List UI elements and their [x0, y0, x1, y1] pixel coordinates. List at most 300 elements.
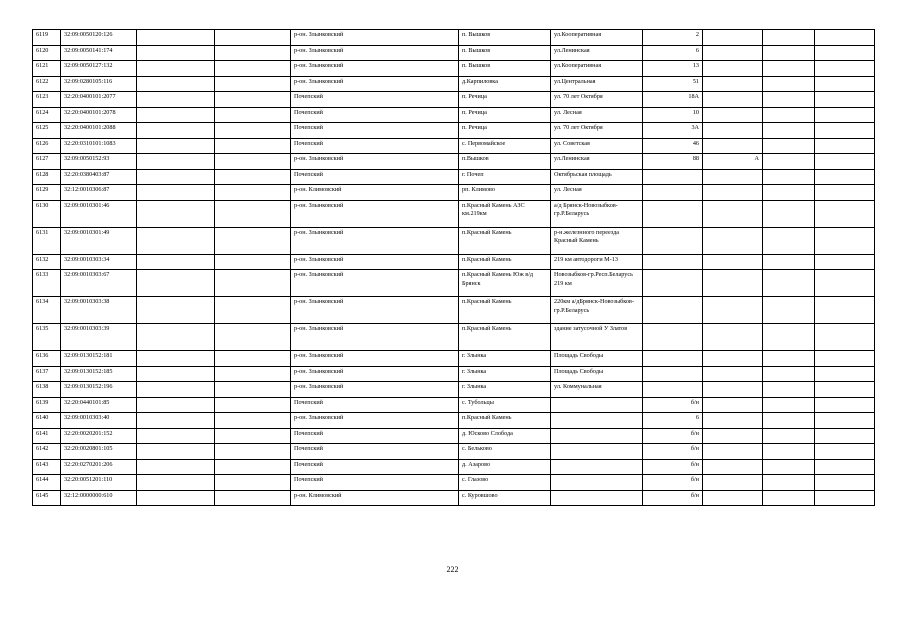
letter-cell — [703, 92, 763, 108]
cadastral-number-cell: 32:20:0400101:2078 — [61, 107, 137, 123]
street-cell: ул.Кооперативная — [551, 30, 643, 46]
empty-cell — [215, 351, 291, 367]
district-cell: р-он. Злынковский — [291, 297, 459, 324]
table-row — [33, 351, 875, 367]
empty-cell — [815, 459, 875, 475]
locality-cell: п.Красный Камень Юж в/д Брянск — [459, 270, 551, 297]
row-number-cell: 6143 — [33, 459, 61, 475]
table-row — [33, 169, 875, 185]
empty-cell — [137, 227, 215, 254]
locality-cell: г. Почеп — [459, 169, 551, 185]
cadastral-number-cell: 32:12:0000000:610 — [61, 490, 137, 506]
empty-cell — [763, 154, 815, 170]
street-cell: ул. Лесная — [551, 107, 643, 123]
empty-cell — [763, 459, 815, 475]
empty-cell — [137, 490, 215, 506]
table-row — [33, 185, 875, 201]
letter-cell — [703, 254, 763, 270]
empty-cell — [763, 123, 815, 139]
locality-cell: г. Злынка — [459, 382, 551, 398]
house-number-cell — [643, 227, 703, 254]
house-number-cell: б/н — [643, 490, 703, 506]
empty-cell — [215, 169, 291, 185]
cadastral-number-cell: 32:09:0130152:181 — [61, 351, 137, 367]
street-cell: 219 км автодороги М-13 — [551, 254, 643, 270]
empty-cell — [137, 254, 215, 270]
cadastral-number-cell: 32:09:0050127:132 — [61, 61, 137, 77]
street-cell: здание затусочной У Златов — [551, 324, 643, 351]
empty-cell — [815, 138, 875, 154]
table-body — [33, 30, 875, 506]
empty-cell — [215, 92, 291, 108]
letter-cell — [703, 185, 763, 201]
letter-cell — [703, 351, 763, 367]
empty-cell — [763, 413, 815, 429]
district-cell: р-он. Злынковский — [291, 227, 459, 254]
locality-cell: п.Красный Камень АЗС км.219км — [459, 200, 551, 227]
cadastral-number-cell: 32:09:0130152:185 — [61, 366, 137, 382]
empty-cell — [763, 490, 815, 506]
street-cell: Октябрьская площадь — [551, 169, 643, 185]
empty-cell — [763, 428, 815, 444]
empty-cell — [815, 254, 875, 270]
empty-cell — [215, 45, 291, 61]
table-row — [33, 227, 875, 254]
empty-cell — [815, 61, 875, 77]
empty-cell — [137, 45, 215, 61]
empty-cell — [215, 61, 291, 77]
row-number-cell: 6121 — [33, 61, 61, 77]
table-row — [33, 366, 875, 382]
cadastral-number-cell: 32:09:0010303:38 — [61, 297, 137, 324]
cadastral-number-cell: 32:20:0270201:206 — [61, 459, 137, 475]
row-number-cell: 6132 — [33, 254, 61, 270]
row-number-cell: 6125 — [33, 123, 61, 139]
street-cell: ул.Центральная — [551, 76, 643, 92]
street-cell: ул. Советская — [551, 138, 643, 154]
empty-cell — [137, 169, 215, 185]
empty-cell — [215, 297, 291, 324]
table-row — [33, 413, 875, 429]
cadastral-number-cell: 32:09:0130152:196 — [61, 382, 137, 398]
street-cell: Площадь Свободы — [551, 351, 643, 367]
empty-cell — [137, 382, 215, 398]
table-row — [33, 154, 875, 170]
empty-cell — [815, 92, 875, 108]
empty-cell — [763, 169, 815, 185]
district-cell: Почепский — [291, 138, 459, 154]
empty-cell — [815, 227, 875, 254]
empty-cell — [815, 366, 875, 382]
locality-cell: с. Первомайское — [459, 138, 551, 154]
letter-cell — [703, 169, 763, 185]
empty-cell — [137, 185, 215, 201]
district-cell: Почепский — [291, 428, 459, 444]
street-cell — [551, 475, 643, 491]
empty-cell — [215, 428, 291, 444]
district-cell: р-он. Злынковский — [291, 270, 459, 297]
table-row — [33, 61, 875, 77]
cadastral-number-cell: 32:09:0280105:116 — [61, 76, 137, 92]
table-row — [33, 459, 875, 475]
cadastral-number-cell: 32:09:0050152:93 — [61, 154, 137, 170]
empty-cell — [215, 185, 291, 201]
house-number-cell: б/н — [643, 444, 703, 460]
house-number-cell: 6 — [643, 413, 703, 429]
empty-cell — [215, 490, 291, 506]
locality-cell: д.Карпиловка — [459, 76, 551, 92]
empty-cell — [137, 200, 215, 227]
house-number-cell: б/н — [643, 475, 703, 491]
house-number-cell: б/н — [643, 428, 703, 444]
street-cell: ул.Ленинская — [551, 45, 643, 61]
house-number-cell — [643, 200, 703, 227]
empty-cell — [815, 475, 875, 491]
empty-cell — [815, 123, 875, 139]
empty-cell — [215, 270, 291, 297]
table-row — [33, 45, 875, 61]
letter-cell — [703, 45, 763, 61]
house-number-cell: 6 — [643, 45, 703, 61]
row-number-cell: 6133 — [33, 270, 61, 297]
empty-cell — [815, 169, 875, 185]
locality-cell: г. Злынка — [459, 351, 551, 367]
district-cell: р-он. Злынковский — [291, 324, 459, 351]
cadastral-number-cell: 32:20:0020201:152 — [61, 428, 137, 444]
empty-cell — [815, 382, 875, 398]
locality-cell: с. Куровшово — [459, 490, 551, 506]
street-cell: ул. Коммунальная — [551, 382, 643, 398]
cadastral-number-cell: 32:09:0010303:39 — [61, 324, 137, 351]
empty-cell — [137, 61, 215, 77]
cadastral-number-cell: 32:20:0400101:2088 — [61, 123, 137, 139]
table-row — [33, 107, 875, 123]
house-number-cell: 13 — [643, 61, 703, 77]
empty-cell — [215, 324, 291, 351]
row-number-cell: 6134 — [33, 297, 61, 324]
row-number-cell: 6122 — [33, 76, 61, 92]
street-cell: ул.Кооперативная — [551, 61, 643, 77]
cadastral-number-cell: 32:09:0010301:49 — [61, 227, 137, 254]
empty-cell — [137, 351, 215, 367]
cadastral-number-cell: 32:09:0050141:174 — [61, 45, 137, 61]
empty-cell — [137, 76, 215, 92]
table-row — [33, 270, 875, 297]
locality-cell: п. Вышков — [459, 30, 551, 46]
empty-cell — [815, 76, 875, 92]
empty-cell — [815, 185, 875, 201]
empty-cell — [137, 154, 215, 170]
letter-cell — [703, 413, 763, 429]
district-cell: р-он. Злынковский — [291, 351, 459, 367]
locality-cell: п.Красный Камень — [459, 254, 551, 270]
empty-cell — [763, 270, 815, 297]
locality-cell: рп. Климово — [459, 185, 551, 201]
empty-cell — [763, 297, 815, 324]
street-cell — [551, 459, 643, 475]
street-cell: Площадь Свободы — [551, 366, 643, 382]
district-cell: Почепский — [291, 169, 459, 185]
row-number-cell: 6141 — [33, 428, 61, 444]
house-number-cell — [643, 169, 703, 185]
letter-cell — [703, 123, 763, 139]
row-number-cell: 6126 — [33, 138, 61, 154]
row-number-cell: 6124 — [33, 107, 61, 123]
house-number-cell: 2 — [643, 30, 703, 46]
empty-cell — [215, 227, 291, 254]
empty-cell — [137, 413, 215, 429]
street-cell: а/д Брянск-Новозыбков-гр.Р.Беларусь — [551, 200, 643, 227]
locality-cell: п. Вышков — [459, 61, 551, 77]
row-number-cell: 6145 — [33, 490, 61, 506]
letter-cell — [703, 270, 763, 297]
table-row — [33, 428, 875, 444]
district-cell: Почепский — [291, 123, 459, 139]
table-row — [33, 297, 875, 324]
locality-cell: п. Вышков — [459, 45, 551, 61]
empty-cell — [137, 366, 215, 382]
house-number-cell: 88 — [643, 154, 703, 170]
house-number-cell: 10 — [643, 107, 703, 123]
empty-cell — [137, 324, 215, 351]
table-row — [33, 123, 875, 139]
empty-cell — [763, 200, 815, 227]
row-number-cell: 6123 — [33, 92, 61, 108]
locality-cell: с. Глазово — [459, 475, 551, 491]
cadastral-number-cell: 32:20:0380403:87 — [61, 169, 137, 185]
empty-cell — [137, 123, 215, 139]
locality-cell: п.Красный Камень — [459, 413, 551, 429]
street-cell — [551, 397, 643, 413]
letter-cell — [703, 397, 763, 413]
letter-cell — [703, 138, 763, 154]
empty-cell — [137, 270, 215, 297]
district-cell: р-он. Злынковский — [291, 30, 459, 46]
empty-cell — [763, 138, 815, 154]
table-row — [33, 397, 875, 413]
row-number-cell: 6139 — [33, 397, 61, 413]
empty-cell — [763, 382, 815, 398]
locality-cell: с. Бельково — [459, 444, 551, 460]
empty-cell — [137, 92, 215, 108]
empty-cell — [815, 397, 875, 413]
empty-cell — [215, 444, 291, 460]
letter-cell — [703, 459, 763, 475]
street-cell: 220км а/дБрянск-Новозыбков-гр.Р.Беларусь — [551, 297, 643, 324]
house-number-cell — [643, 297, 703, 324]
empty-cell — [215, 154, 291, 170]
district-cell: р-он. Злынковский — [291, 382, 459, 398]
letter-cell — [703, 107, 763, 123]
row-number-cell: 6136 — [33, 351, 61, 367]
district-cell: Почепский — [291, 107, 459, 123]
house-number-cell: 3А — [643, 123, 703, 139]
empty-cell — [763, 324, 815, 351]
house-number-cell — [643, 366, 703, 382]
letter-cell — [703, 200, 763, 227]
letter-cell — [703, 324, 763, 351]
row-number-cell: 6128 — [33, 169, 61, 185]
district-cell: р-он. Злынковский — [291, 366, 459, 382]
table-row — [33, 490, 875, 506]
district-cell: р-он. Злынковский — [291, 200, 459, 227]
street-cell: ул. 70 лет Октября — [551, 123, 643, 139]
table-row — [33, 254, 875, 270]
letter-cell: А — [703, 154, 763, 170]
empty-cell — [215, 382, 291, 398]
empty-cell — [815, 30, 875, 46]
empty-cell — [815, 45, 875, 61]
empty-cell — [763, 61, 815, 77]
row-number-cell: 6142 — [33, 444, 61, 460]
row-number-cell: 6140 — [33, 413, 61, 429]
table-row — [33, 76, 875, 92]
empty-cell — [763, 30, 815, 46]
empty-cell — [763, 227, 815, 254]
empty-cell — [763, 366, 815, 382]
letter-cell — [703, 61, 763, 77]
empty-cell — [215, 107, 291, 123]
house-number-cell — [643, 382, 703, 398]
letter-cell — [703, 382, 763, 398]
letter-cell — [703, 428, 763, 444]
empty-cell — [815, 413, 875, 429]
locality-cell: с. Тубольцы — [459, 397, 551, 413]
street-cell — [551, 428, 643, 444]
empty-cell — [137, 444, 215, 460]
empty-cell — [815, 490, 875, 506]
empty-cell — [215, 254, 291, 270]
district-cell: Почепский — [291, 92, 459, 108]
empty-cell — [763, 107, 815, 123]
street-cell: ул. Лесная — [551, 185, 643, 201]
cadastral-number-cell: 32:20:0310101:1083 — [61, 138, 137, 154]
table-row — [33, 92, 875, 108]
house-number-cell: б/н — [643, 459, 703, 475]
cadastral-number-cell: 32:09:0010303:34 — [61, 254, 137, 270]
empty-cell — [763, 92, 815, 108]
page-number: 222 — [446, 565, 459, 574]
district-cell: Почепский — [291, 475, 459, 491]
street-cell — [551, 490, 643, 506]
row-number-cell: 6120 — [33, 45, 61, 61]
table-row — [33, 444, 875, 460]
cadastral-number-cell: 32:20:0400101:2077 — [61, 92, 137, 108]
row-number-cell: 6119 — [33, 30, 61, 46]
empty-cell — [815, 270, 875, 297]
empty-cell — [215, 123, 291, 139]
locality-cell: г. Злынка — [459, 366, 551, 382]
cadastral-number-cell: 32:09:0010303:67 — [61, 270, 137, 297]
empty-cell — [137, 428, 215, 444]
empty-cell — [763, 45, 815, 61]
empty-cell — [763, 444, 815, 460]
district-cell: р-он. Климовский — [291, 185, 459, 201]
house-number-cell: 18А — [643, 92, 703, 108]
empty-cell — [763, 76, 815, 92]
empty-cell — [815, 154, 875, 170]
district-cell: р-он. Злынковский — [291, 413, 459, 429]
district-cell: р-он. Злынковский — [291, 76, 459, 92]
empty-cell — [215, 76, 291, 92]
empty-cell — [137, 107, 215, 123]
empty-cell — [137, 138, 215, 154]
house-number-cell — [643, 254, 703, 270]
empty-cell — [215, 459, 291, 475]
empty-cell — [815, 200, 875, 227]
house-number-cell: 46 — [643, 138, 703, 154]
table-row — [33, 324, 875, 351]
empty-cell — [215, 397, 291, 413]
locality-cell: д. Юсково Слобода — [459, 428, 551, 444]
empty-cell — [215, 366, 291, 382]
locality-cell: п. Речица — [459, 107, 551, 123]
row-number-cell: 6130 — [33, 200, 61, 227]
cadastral-number-cell: 32:20:0440101:85 — [61, 397, 137, 413]
house-number-cell — [643, 351, 703, 367]
letter-cell — [703, 297, 763, 324]
cadastral-number-cell: 32:20:0051201:110 — [61, 475, 137, 491]
locality-cell: п.Красный Камень — [459, 324, 551, 351]
empty-cell — [763, 185, 815, 201]
letter-cell — [703, 366, 763, 382]
house-number-cell: б/н — [643, 397, 703, 413]
empty-cell — [215, 138, 291, 154]
empty-cell — [137, 397, 215, 413]
table-row — [33, 475, 875, 491]
empty-cell — [137, 459, 215, 475]
empty-cell — [137, 30, 215, 46]
empty-cell — [815, 428, 875, 444]
empty-cell — [215, 30, 291, 46]
empty-cell — [815, 107, 875, 123]
empty-cell — [815, 351, 875, 367]
letter-cell — [703, 490, 763, 506]
district-cell: р-он. Злынковский — [291, 254, 459, 270]
district-cell: р-он. Злынковский — [291, 154, 459, 170]
table-row — [33, 138, 875, 154]
row-number-cell: 6144 — [33, 475, 61, 491]
table-row — [33, 382, 875, 398]
empty-cell — [815, 297, 875, 324]
district-cell: р-он. Климовский — [291, 490, 459, 506]
street-cell: ул. 70 лет Октября — [551, 92, 643, 108]
table-row — [33, 30, 875, 46]
locality-cell: п.Красный Камень — [459, 297, 551, 324]
locality-cell: п. Речица — [459, 92, 551, 108]
empty-cell — [815, 324, 875, 351]
letter-cell — [703, 30, 763, 46]
row-number-cell: 6127 — [33, 154, 61, 170]
street-cell — [551, 444, 643, 460]
district-cell: Почепский — [291, 444, 459, 460]
letter-cell — [703, 475, 763, 491]
locality-cell: д. Азарово — [459, 459, 551, 475]
row-number-cell: 6131 — [33, 227, 61, 254]
empty-cell — [215, 413, 291, 429]
empty-cell — [215, 475, 291, 491]
letter-cell — [703, 444, 763, 460]
cadastral-number-cell: 32:20:0020801:105 — [61, 444, 137, 460]
row-number-cell: 6129 — [33, 185, 61, 201]
district-cell: р-он. Злынковский — [291, 61, 459, 77]
locality-cell: п. Речица — [459, 123, 551, 139]
cadastral-number-cell: 32:09:0010301:46 — [61, 200, 137, 227]
empty-cell — [215, 200, 291, 227]
empty-cell — [763, 351, 815, 367]
row-number-cell: 6138 — [33, 382, 61, 398]
empty-cell — [763, 254, 815, 270]
